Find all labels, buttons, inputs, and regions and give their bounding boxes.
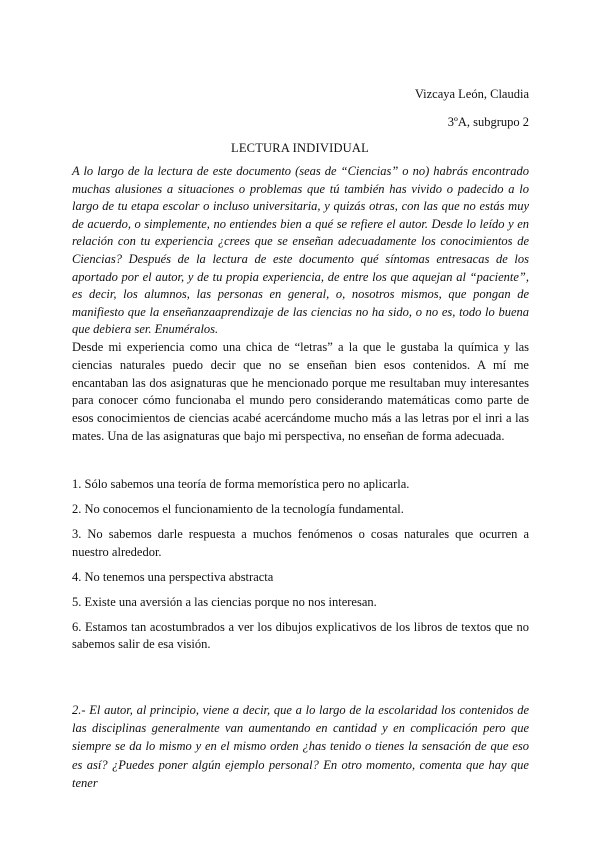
question-2-prompt: 2.- El autor, al principio, viene a decir, que a lo largo de la escolaridad los contenidos de las disciplinas generalmente van aumentando en cantidad y en complicación pero que siempre se da lo mismo y en el mismo orden ¿has tenido o tienes la sensación de que eso es así? ¿Puedes poner algún ejemplo personal? En otro momento, comenta que hay que tener [72, 703, 529, 790]
list-item: 5. Existe una aversión a las ciencias porque no nos interesan. [72, 594, 377, 609]
list-item: 3. No sabemos darle respuesta a muchos fenómenos o cosas naturales que ocurren a nuestro alrededor. [72, 527, 529, 559]
author-name: Vizcaya León, Claudia [414, 87, 529, 101]
list-item: 2. No conocemos el funcionamiento de la tecnología fundamental. [72, 502, 404, 516]
question-1-prompt: A lo largo de la lectura de este documento (seas de “Ciencias” o no) habrás encontrado muchas alusiones a situaciones o problemas que tú también has vivido o padecido a lo largo de tu etapa escolar o incluso universitaria, y quizás otras, con las que no estás muy de acuerdo, o simplemente, no entiendes bien a qué se refiere el autor. Desde lo leído y en relación con tu experiencia ¿crees que se enseñan adecuadamente los conocimientos de Ciencias? Después de la lectura de este documento qué síntomas entresacas de los aportado por el autor, y de tu propia experiencia, de entre los que aquejan al “paciente”, es decir, los alumnos, las personas en general, o, nosotros mismos, que pongan de manifiesto que la enseñanzaaprendizaje de las ciencias no ha sido, o no es, todo lo buena que debiera ser. Enuméralos. [72, 164, 529, 337]
class-group: 3ºA, subgrupo 2 [447, 115, 529, 129]
list-item: 1. Sólo sabemos una teoría de forma memorística pero no aplicarla. [72, 477, 410, 491]
list-item: 4. No tenemos una perspectiva abstracta [72, 569, 274, 584]
document-title: LECTURA INDIVIDUAL [231, 141, 369, 155]
question-1-answer: Desde mi experiencia como una chica de “letras” a la que le gustaba la química y las ciencias naturales puedo decir que no se enseñan bien esos contenidos. A mí me encantaban las dos asignaturas que he mencionado porque me resultaban muy interesantes para conocer cómo funcionaba el mundo pero considerando matemáticas como parte de esos conocimientos de ciencias acabé acercándome mucho más a las letras por el inri a las mates. Una de las asignaturas que bajo mi perspectiva, no enseñan de forma adecuada. [72, 340, 529, 443]
symptoms-list [72, 476, 529, 661]
list-item: 6. Estamos tan acostumbrados a ver los dibujos explicativos de los libros de textos que no sabemos salir de esa visión. [72, 619, 529, 651]
